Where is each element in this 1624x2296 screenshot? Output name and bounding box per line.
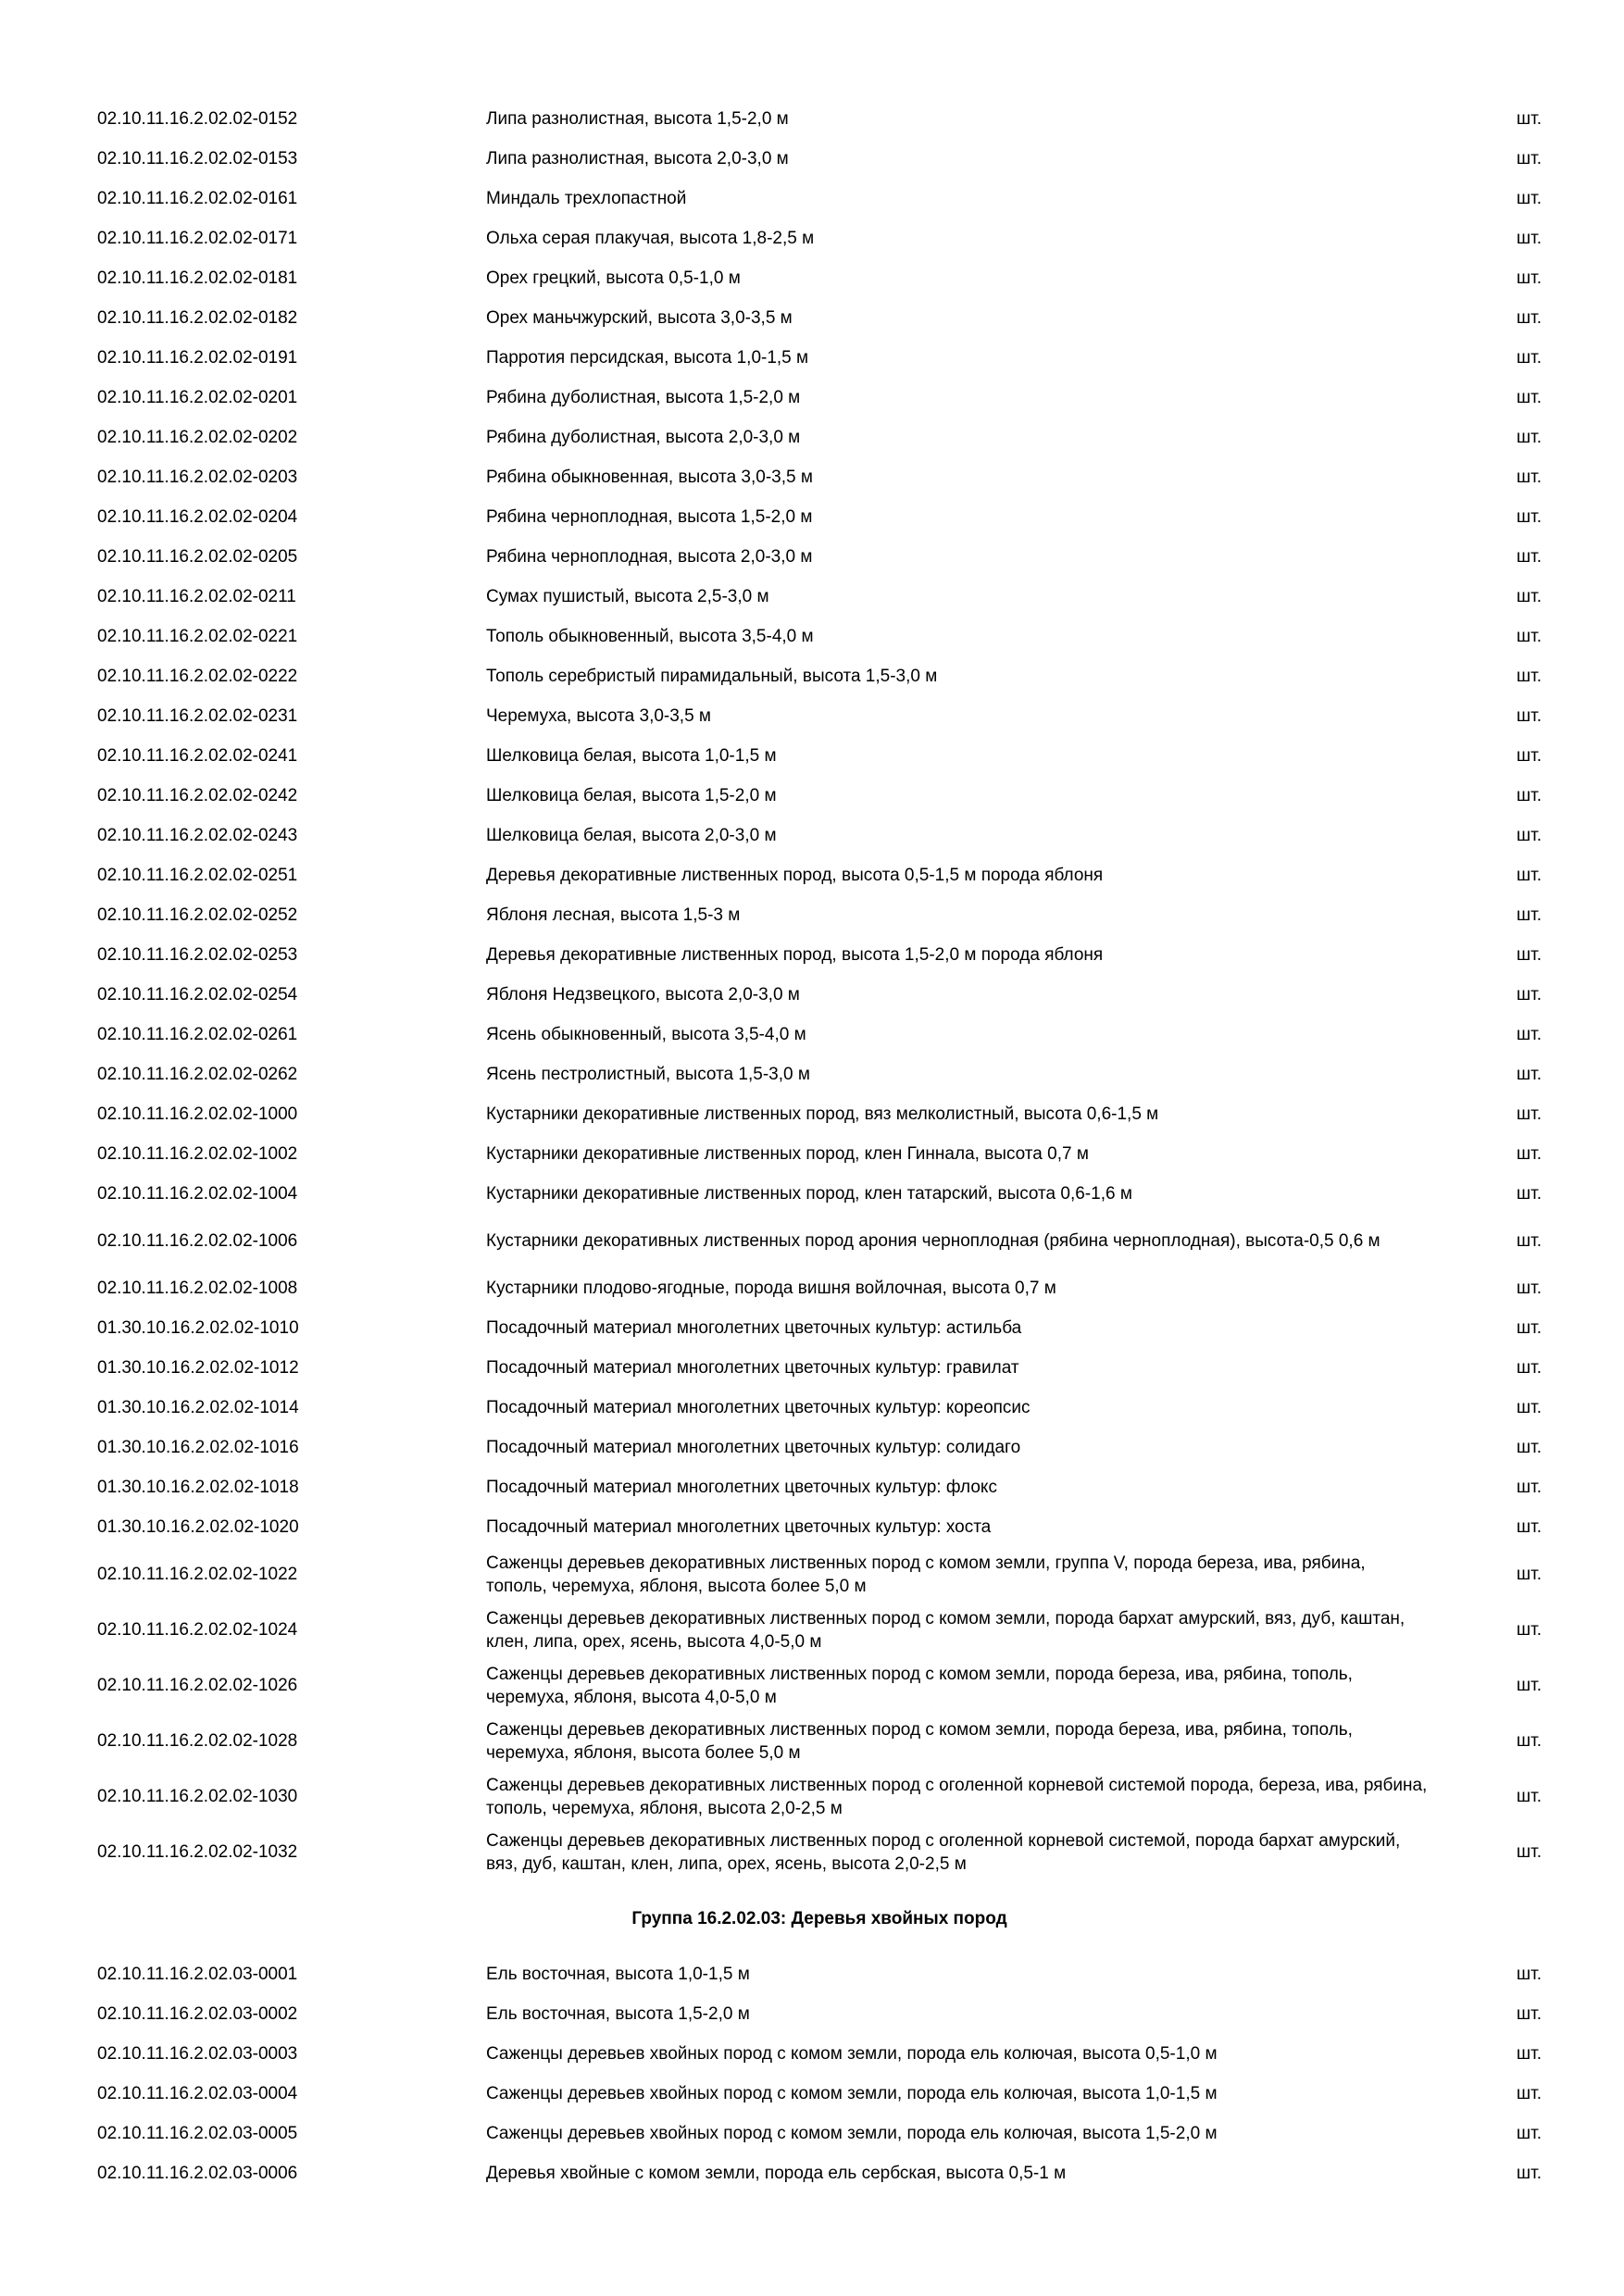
row-code: 02.10.11.16.2.02.02-0261 [97,1024,298,1044]
row-code: 02.10.11.16.2.02.02-0182 [97,307,298,328]
table-row [97,338,1542,378]
row-code: 02.10.11.16.2.02.03-0001 [97,1964,298,1984]
table-row [97,1954,1542,1994]
row-code: 02.10.11.16.2.02.02-0221 [97,626,298,646]
row-unit: шт. [1516,1104,1542,1124]
row-code: 02.10.11.16.2.02.02-1006 [97,1230,298,1251]
row-code: 02.10.11.16.2.02.02-0253 [97,944,298,965]
row-unit: шт. [1516,1143,1542,1164]
row-code: 02.10.11.16.2.02.02-0252 [97,905,298,925]
table-row [97,258,1542,298]
row-name: Яблоня Недзвецкого, высота 2,0-3,0 м [486,985,800,1004]
row-code: 02.10.11.16.2.02.02-0254 [97,984,298,1004]
row-name: Шелковица белая, высота 1,0-1,5 м [486,746,777,766]
row-name: Деревья декоративные лиственных пород, высота 0,5-1,5 м порода яблоня [486,866,1104,885]
row-name: Деревья декоративные лиственных пород, высота 1,5-2,0 м порода яблоня [486,945,1104,965]
row-unit: шт. [1516,506,1542,527]
row-name: Орех грецкий, высота 0,5-1,0 м [486,268,741,288]
row-code: 02.10.11.16.2.02.02-1008 [97,1278,298,1298]
row-unit: шт. [1516,2163,1542,2183]
section-deciduous [97,99,1542,1880]
row-name: Саженцы деревьев декоративных лиственных пород с оголенной корневой системой, порода бархат амурский, вяз, дуб, каштан, клен, липа, орех, ясень, высота 2,0-2,5 м [486,1831,1401,1874]
row-name: Саженцы деревьев декоративных лиственных пород с комом земли, порода бархат амурский, вяз, дуб, каштан, клен, липа, орех, ясень, высота 4,0-5,0 м [486,1609,1405,1652]
row-unit: шт. [1516,1230,1542,1251]
row-unit: шт. [1516,745,1542,766]
row-name: Рябина обыкновенная, высота 3,0-3,5 м [486,468,813,487]
row-unit: шт. [1516,1183,1542,1204]
row-unit: шт. [1516,1787,1542,1806]
table-row [97,1308,1542,1348]
table-row [97,298,1542,338]
row-code: 02.10.11.16.2.02.02-0161 [97,188,298,208]
row-unit: шт. [1516,148,1542,168]
row-unit: шт. [1516,347,1542,368]
row-unit: шт. [1516,2083,1542,2103]
row-code: 02.10.11.16.2.02.02-1002 [97,1143,298,1164]
row-unit: шт. [1516,108,1542,129]
row-name: Ясень обыкновенный, высота 3,5-4,0 м [486,1025,806,1044]
table-row [97,1094,1542,1134]
table-row [97,617,1542,656]
table-row [97,656,1542,696]
row-name: Яблоня лесная, высота 1,5-3 м [486,905,741,925]
table-row [97,2153,1542,2193]
table-row [97,935,1542,975]
row-unit: шт. [1516,427,1542,447]
row-unit: шт. [1516,2003,1542,2024]
row-unit: шт. [1516,1964,1542,1984]
table-row [97,457,1542,497]
table-row [97,1507,1542,1547]
table-row [97,1603,1542,1658]
row-code: 02.10.11.16.2.02.03-0006 [97,2163,298,2183]
row-name: Кустарники декоративных лиственных пород арония черноплодная (рябина черноплодная), высота-0,5 0,6 м [486,1231,1380,1251]
table-row [97,2034,1542,2074]
row-code: 01.30.10.16.2.02.02-1020 [97,1516,299,1537]
row-unit: шт. [1516,1437,1542,1457]
row-unit: шт. [1516,268,1542,288]
table-row [97,497,1542,537]
table-row [97,1994,1542,2034]
row-name: Орех маньчжурский, высота 3,0-3,5 м [486,308,793,328]
table-row [97,1268,1542,1308]
row-unit: шт. [1516,188,1542,208]
table-row [97,1547,1542,1603]
row-unit: шт. [1516,2043,1542,2064]
row-code: 02.10.11.16.2.02.02-1004 [97,1183,298,1204]
section-coniferous [97,1954,1542,2193]
row-name: Ольха серая плакучая, высота 1,8-2,5 м [486,229,815,248]
row-code: 02.10.11.16.2.02.03-0003 [97,2043,298,2064]
table-row [97,218,1542,258]
row-code: 02.10.11.16.2.02.02-1026 [97,1676,298,1695]
row-unit: шт. [1516,1357,1542,1378]
row-code: 02.10.11.16.2.02.02-0181 [97,268,298,288]
table-row [97,577,1542,617]
row-name: Посадочный материал многолетних цветочных культур: гравилат [486,1358,1019,1378]
row-unit: шт. [1516,1565,1542,1584]
table-row [97,1467,1542,1507]
table-row [97,99,1542,139]
row-name: Ель восточная, высота 1,0-1,5 м [486,1965,750,1984]
row-name: Шелковица белая, высота 2,0-3,0 м [486,826,777,845]
table-row [97,179,1542,218]
row-code: 02.10.11.16.2.02.02-1022 [97,1565,298,1584]
row-unit: шт. [1516,1064,1542,1084]
table-row [97,1054,1542,1094]
row-code: 02.10.11.16.2.02.02-1000 [97,1104,298,1124]
row-code: 02.10.11.16.2.02.02-0231 [97,705,298,726]
row-name: Саженцы деревьев хвойных пород с комом земли, порода ель колючая, высота 1,0-1,5 м [486,2084,1218,2103]
row-name: Рябина черноплодная, высота 1,5-2,0 м [486,507,813,527]
row-name: Саженцы деревьев декоративных лиственных пород с оголенной корневой системой порода, береза, ива, рябина, тополь, черемуха, яблоня, высота 2,0-2,5 м [486,1776,1428,1818]
table-row [97,855,1542,895]
row-name: Липа разнолистная, высота 2,0-3,0 м [486,149,789,168]
row-unit: шт. [1516,825,1542,845]
row-name: Шелковица белая, высота 1,5-2,0 м [486,786,777,805]
table-row [97,2114,1542,2153]
table-row [97,816,1542,855]
row-unit: шт. [1516,666,1542,686]
table-row [97,418,1542,457]
row-unit: шт. [1516,387,1542,407]
table-row [97,1348,1542,1388]
row-code: 02.10.11.16.2.02.02-0204 [97,506,298,527]
table-row [97,139,1542,179]
row-name: Черемуха, высота 3,0-3,5 м [486,706,711,726]
row-unit: шт. [1516,1477,1542,1497]
row-code: 02.10.11.16.2.02.02-0222 [97,666,298,686]
row-name: Рябина дуболистная, высота 1,5-2,0 м [486,388,801,407]
row-code: 02.10.11.16.2.02.02-0202 [97,427,298,447]
row-code: 02.10.11.16.2.02.02-0241 [97,745,298,766]
row-unit: шт. [1516,1676,1542,1695]
row-code: 01.30.10.16.2.02.02-1018 [97,1477,299,1497]
table-row [97,736,1542,776]
row-code: 02.10.11.16.2.02.02-0262 [97,1064,298,1084]
row-unit: шт. [1516,1278,1542,1298]
price-table [97,99,1542,2193]
row-code: 02.10.11.16.2.02.02-0201 [97,387,298,407]
row-name: Саженцы деревьев декоративных лиственных пород с комом земли, группа V, порода береза, ива, рябина, тополь, черемуха, яблоня, высота более 5,0 м [486,1554,1366,1596]
row-unit: шт. [1516,984,1542,1004]
row-unit: шт. [1516,467,1542,487]
table-row [97,1658,1542,1714]
row-name: Тополь обыкновенный, высота 3,5-4,0 м [486,627,814,646]
row-unit: шт. [1516,705,1542,726]
row-unit: шт. [1516,2123,1542,2143]
row-name: Саженцы деревьев декоративных лиственных пород с комом земли, порода береза, ива, рябина, тополь, черемуха, яблоня, высота 4,0-5,0 м [486,1665,1353,1707]
row-unit: шт. [1516,1731,1542,1751]
row-unit: шт. [1516,1024,1542,1044]
row-unit: шт. [1516,944,1542,965]
row-code: 02.10.11.16.2.02.02-0203 [97,467,298,487]
row-code: 02.10.11.16.2.02.02-1032 [97,1842,298,1862]
row-code: 02.10.11.16.2.02.02-1030 [97,1787,298,1806]
row-name: Деревья хвойные с комом земли, порода ель сербская, высота 0,5-1 м [486,2164,1067,2183]
row-unit: шт. [1516,1317,1542,1338]
table-row [97,1769,1542,1825]
table-row [97,1015,1542,1054]
table-row [97,1714,1542,1769]
row-unit: шт. [1516,546,1542,567]
table-row [97,1214,1542,1268]
row-unit: шт. [1516,1842,1542,1862]
row-code: 02.10.11.16.2.02.02-0243 [97,825,298,845]
row-name: Саженцы деревьев декоративных лиственных пород с комом земли, порода береза, ива, рябина, тополь, черемуха, яблоня, высота более 5,0 м [486,1720,1353,1763]
row-name: Кустарники плодово-ягодные, порода вишня войлочная, высота 0,7 м [486,1279,1056,1298]
table-row [97,1825,1542,1880]
row-name: Липа разнолистная, высота 1,5-2,0 м [486,109,789,129]
table-row [97,776,1542,816]
row-name: Сумах пушистый, высота 2,5-3,0 м [486,587,769,606]
row-code: 02.10.11.16.2.02.03-0005 [97,2123,298,2143]
row-code: 02.10.11.16.2.02.02-1024 [97,1620,298,1640]
row-code: 02.10.11.16.2.02.02-0191 [97,347,298,368]
row-unit: шт. [1516,586,1542,606]
row-code: 01.30.10.16.2.02.02-1016 [97,1437,299,1457]
row-code: 01.30.10.16.2.02.02-1014 [97,1397,299,1417]
row-code: 02.10.11.16.2.02.02-1028 [97,1731,298,1751]
row-name: Посадочный материал многолетних цветочных культур: солидаго [486,1438,1021,1457]
row-code: 02.10.11.16.2.02.02-0205 [97,546,298,567]
row-unit: шт. [1516,865,1542,885]
row-code: 02.10.11.16.2.02.03-0004 [97,2083,298,2103]
table-row [97,1428,1542,1467]
row-unit: шт. [1516,1397,1542,1417]
row-code: 02.10.11.16.2.02.03-0002 [97,2003,298,2024]
row-unit: шт. [1516,905,1542,925]
row-code: 01.30.10.16.2.02.02-1012 [97,1357,299,1378]
row-code: 02.10.11.16.2.02.02-0171 [97,228,298,248]
row-code: 02.10.11.16.2.02.02-0152 [97,108,298,129]
row-name: Посадочный материал многолетних цветочных культур: флокс [486,1478,997,1497]
row-name: Кустарники декоративные лиственных пород, клен Гиннала, высота 0,7 м [486,1144,1089,1164]
table-row [97,696,1542,736]
row-name: Ясень пестролистный, высота 1,5-3,0 м [486,1065,810,1084]
table-row [97,975,1542,1015]
row-unit: шт. [1516,1620,1542,1640]
row-name: Тополь серебристый пирамидальный, высота 1,5-3,0 м [486,667,938,686]
row-code: 02.10.11.16.2.02.02-0211 [97,586,296,606]
row-unit: шт. [1516,307,1542,328]
row-name: Миндаль трехлопастной [486,189,687,208]
row-name: Саженцы деревьев хвойных пород с комом земли, порода ель колючая, высота 1,5-2,0 м [486,2124,1218,2143]
row-name: Посадочный материал многолетних цветочных культур: кореопсис [486,1398,1031,1417]
table-row [97,1134,1542,1174]
row-unit: шт. [1516,626,1542,646]
row-name: Ель восточная, высота 1,5-2,0 м [486,2004,750,2024]
row-code: 01.30.10.16.2.02.02-1010 [97,1317,299,1338]
row-unit: шт. [1516,1516,1542,1537]
table-row [97,2074,1542,2114]
row-name: Саженцы деревьев хвойных пород с комом земли, порода ель колючая, высота 0,5-1,0 м [486,2044,1218,2064]
table-row [97,895,1542,935]
row-name: Посадочный материал многолетних цветочных культур: хоста [486,1517,992,1537]
row-name: Парротия персидская, высота 1,0-1,5 м [486,348,809,368]
table-row [97,1388,1542,1428]
row-name: Кустарники декоративные лиственных пород, вяз мелколистный, высота 0,6-1,5 м [486,1104,1159,1124]
row-unit: шт. [1516,228,1542,248]
row-name: Посадочный материал многолетних цветочных культур: астильба [486,1318,1022,1338]
row-name: Кустарники декоративные лиственных пород, клен татарский, высота 0,6-1,6 м [486,1184,1132,1204]
row-name: Рябина черноплодная, высота 2,0-3,0 м [486,547,813,567]
table-row [97,378,1542,418]
group-title: Группа 16.2.02.03: Деревья хвойных пород [631,1909,1007,1928]
row-name: Рябина дуболистная, высота 2,0-3,0 м [486,428,801,447]
row-code: 02.10.11.16.2.02.02-0153 [97,148,298,168]
table-row [97,537,1542,577]
table-row [97,1174,1542,1214]
row-code: 02.10.11.16.2.02.02-0251 [97,865,298,885]
row-code: 02.10.11.16.2.02.02-0242 [97,785,298,805]
row-unit: шт. [1516,785,1542,805]
